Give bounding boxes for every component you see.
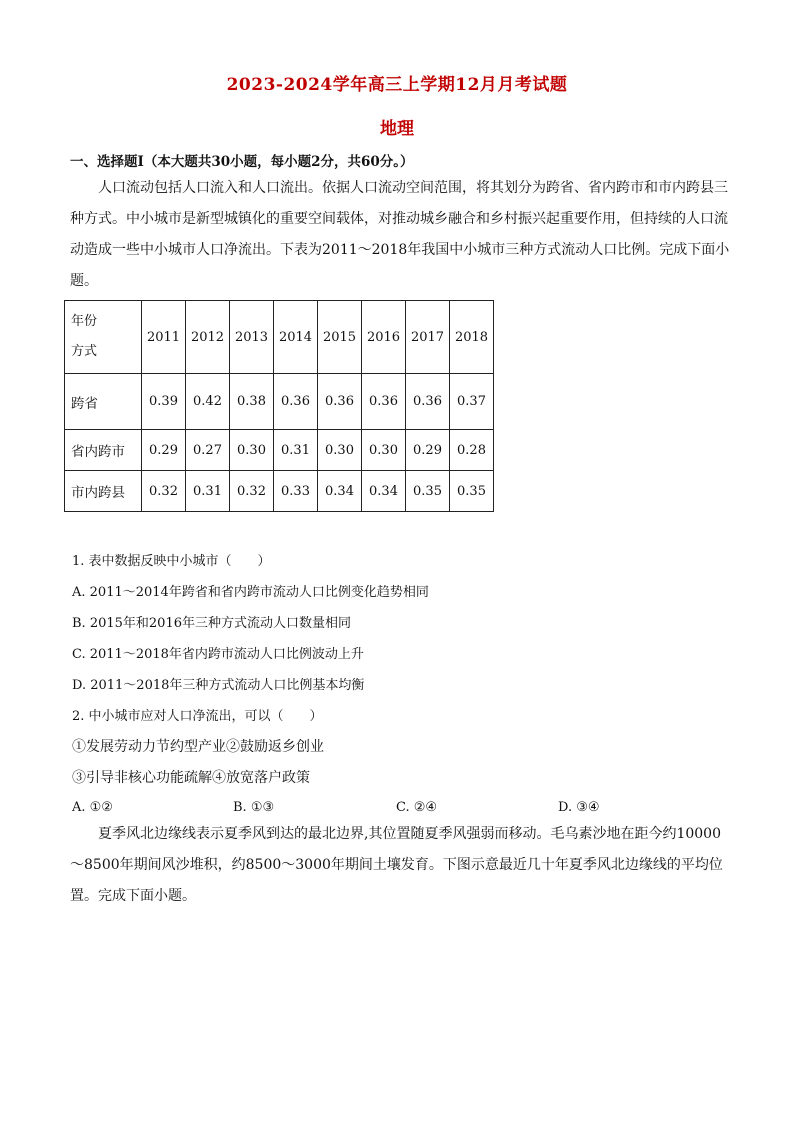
table-row: [65, 374, 494, 430]
table-cell: 0.29: [142, 430, 186, 471]
year-header: 2011: [142, 301, 186, 374]
table-cell: 0.38: [230, 374, 274, 430]
passage-population: 人口流动包括人口流入和人口流出。依据人口流动空间范围，将其划分为跨省、省内跨市和市内跨县三种方式。中小城市是新型城镇化的重要空间载体，对推动城乡融合和乡村振兴起重要作用，但持续的人口流动造成一些中小城市人口净流出。下表为2011～2018年我国中小城市三种方式流动人口比例。完成下面小题。: [70, 180, 730, 289]
question-1-option-d[interactable]: D. 2011～2018年三种方式流动人口比例基本均衡: [72, 678, 365, 693]
table-cell: 0.36: [406, 374, 450, 430]
table-cell: 0.39: [142, 374, 186, 430]
question-1-option-b[interactable]: B. 2015年和2016年三种方式流动人口数量相同: [72, 616, 351, 631]
table-cell: 0.30: [230, 430, 274, 471]
subject-title: 地理: [380, 119, 414, 139]
table-cell: 0.27: [186, 430, 230, 471]
table-cell: 0.29: [406, 430, 450, 471]
year-header: 2015: [318, 301, 362, 374]
year-header: 2013: [230, 301, 274, 374]
row-label: 市内跨县: [65, 471, 142, 512]
table-cell: 0.30: [362, 430, 406, 471]
table-cell: 0.31: [274, 430, 318, 471]
table-cell: 0.34: [318, 471, 362, 512]
year-header: 2014: [274, 301, 318, 374]
table-cell: 0.36: [274, 374, 318, 430]
year-header: 2012: [186, 301, 230, 374]
passage-monsoon: 夏季风北边缘线表示夏季风到达的最北边界,其位置随夏季风强弱而移动。毛乌素沙地在距今约10000～8500年期间风沙堆积，约8500～3000年期间土壤发育。下图示意最近几十年夏季风北边缘线的平均位置。完成下面小题。: [70, 826, 723, 904]
table-cell: 0.32: [230, 471, 274, 512]
table-row: [65, 471, 494, 512]
table-corner-cell: [65, 301, 142, 374]
table-cell: 0.32: [142, 471, 186, 512]
question-2-choice-b[interactable]: B. ①③: [233, 800, 275, 815]
table-cell: 0.37: [450, 374, 494, 430]
row-label: 跨省: [65, 374, 142, 430]
table-cell: 0.42: [186, 374, 230, 430]
corner-mode-label: 方式: [71, 344, 98, 359]
question-2-statements-2: ③引导非核心功能疏解④放宽落户政策: [72, 770, 310, 786]
question-2-choice-c[interactable]: C. ②④: [396, 800, 438, 815]
corner-year-label: 年份: [71, 314, 98, 329]
question-1-option-c[interactable]: C. 2011～2018年省内跨市流动人口比例波动上升: [72, 647, 364, 662]
table-header-row: [65, 301, 494, 374]
table-cell: 0.36: [362, 374, 406, 430]
year-header: 2017: [406, 301, 450, 374]
table-cell: 0.35: [406, 471, 450, 512]
question-1-option-a[interactable]: A. 2011～2014年跨省和省内跨市流动人口比例变化趋势相同: [72, 585, 429, 600]
year-header: 2016: [362, 301, 406, 374]
question-2-choice-d[interactable]: D. ③④: [558, 800, 600, 815]
table-cell: 0.34: [362, 471, 406, 512]
question-2-choice-a[interactable]: A. ①②: [72, 800, 113, 815]
year-header: 2018: [450, 301, 494, 374]
exam-title: 2023-2024学年高三上学期12月月考试题: [226, 75, 568, 95]
table-cell: 0.36: [318, 374, 362, 430]
migration-ratio-table: [64, 300, 494, 512]
table-cell: 0.35: [450, 471, 494, 512]
question-1-stem: 1. 表中数据反映中小城市（ ）: [72, 554, 271, 569]
table-cell: 0.31: [186, 471, 230, 512]
section-heading: 一、选择题Ⅰ（本大题共30小题，每小题2分，共60分。）: [70, 154, 414, 170]
table-row: [65, 430, 494, 471]
table-cell: 0.33: [274, 471, 318, 512]
question-2-stem: 2. 中小城市应对人口净流出，可以（ ）: [72, 709, 323, 724]
table-cell: 0.30: [318, 430, 362, 471]
table-cell: 0.28: [450, 430, 494, 471]
question-2-statements-1: ①发展劳动力节约型产业②鼓励返乡创业: [72, 739, 324, 755]
row-label: 省内跨市: [65, 430, 142, 471]
